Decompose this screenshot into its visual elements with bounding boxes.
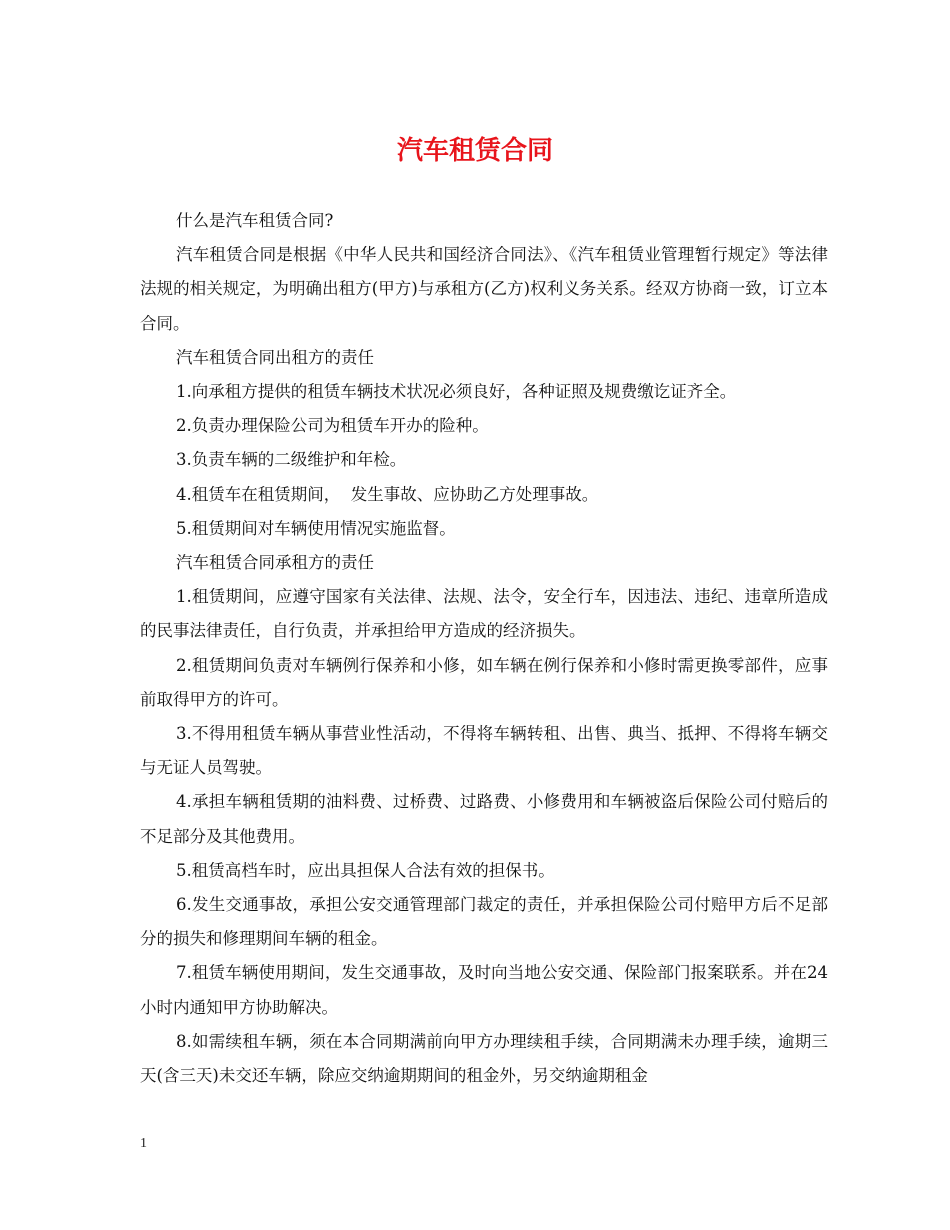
lessor-item-1: 1.向承租方提供的租赁车辆技术状况必须良好，各种证照及规费缴讫证齐全。 (176, 382, 737, 402)
lessor-item-4: 4.租赁车在租赁期间， 发生事故、应协助乙方处理事故。 (176, 484, 599, 504)
lessor-item-5: 5.租赁期间对车辆使用情况实施监督。 (176, 518, 456, 538)
lessee-item-6: 6.发生交通事故，承担公安交通管理部门裁定的责任，并承担保险公司付赔甲方后不足部分的损失和修理期间车辆的租金。 (140, 895, 828, 949)
lessee-item-1: 1.租赁期间，应遵守国家有关法律、法规、法令，安全行车，因违法、违纪、违章所造成的民事法律责任，自行负责，并承担给甲方造成的经济损失。 (140, 587, 828, 641)
lessor-item-2: 2.负责办理保险公司为租赁车开办的险种。 (176, 416, 489, 436)
paragraph-question: 什么是汽车租赁合同? (176, 211, 334, 230)
lessee-item-2: 2.租赁期间负责对车辆例行保养和小修，如车辆在例行保养和小修时需更换零部件，应事前取得甲方的许可。 (140, 655, 828, 709)
lessee-item-3: 3.不得用租赁车辆从事营业性活动，不得将车辆转租、出售、典当、抵押、不得将车辆交与无证人员驾驶。 (140, 724, 828, 778)
section-heading-lessor: 汽车租赁合同出租方的责任 (176, 347, 374, 367)
page-number: 1 (140, 1136, 147, 1151)
paragraph-intro: 汽车租赁合同是根据《中华人民共和国经济合同法》、《汽车租赁业管理暂行规定》等法律法规的相关规定，为明确出租方(甲方)与承租方(乙方)权利义务关系。经双方协商一致，订立本合同。 (140, 245, 828, 333)
lessee-item-4: 4.承担车辆租赁期的油料费、过桥费、过路费、小修费用和车辆被盗后保险公司付赔后的不足部分及其他费用。 (140, 792, 828, 846)
section-heading-lessee: 汽车租赁合同承租方的责任 (176, 553, 374, 573)
lessee-item-8: 8.如需续租车辆，须在本合同期满前向甲方办理续租手续，合同期满未办理手续，逾期三天(含三天)未交还车辆，除应交纳逾期期间的租金外，另交纳逾期租金 (140, 1031, 828, 1086)
lessee-item-5: 5.租赁高档车时，应出具担保人合法有效的担保书。 (176, 860, 555, 880)
lessee-item-7: 7.租赁车辆使用期间，发生交通事故，及时向当地公安交通、保险部门报案联系。并在24小时内通知甲方协助解决。 (140, 963, 828, 1017)
document-title: 汽车租赁合同 (396, 136, 553, 166)
document-body (140, 204, 828, 1093)
lessor-item-3: 3.负责车辆的二级维护和年检。 (176, 450, 407, 470)
